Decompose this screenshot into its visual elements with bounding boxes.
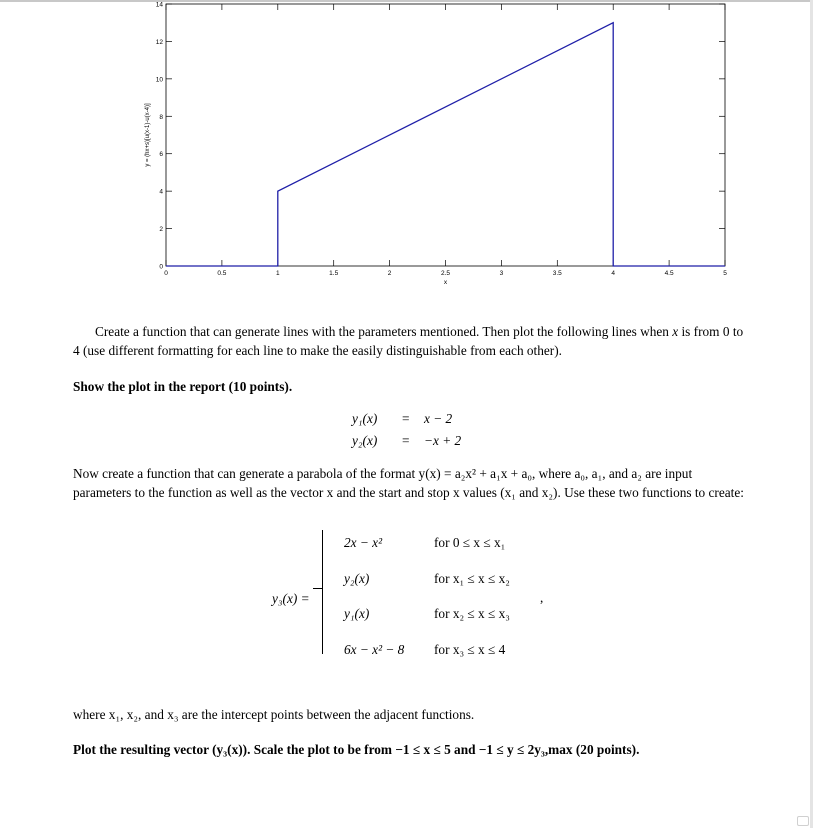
y-tick-label: 10: [155, 76, 163, 84]
x-tick-label: 0: [164, 270, 168, 277]
x-tick-label: 5: [723, 270, 727, 277]
case2-cond: for x₁ ≤ x ≤ x₂: [434, 571, 510, 586]
x-tick-label: 3: [499, 270, 504, 277]
matlab-figure: [135, 0, 735, 300]
eq-y1-sign: =: [402, 411, 410, 426]
paragraph-instructions: [73, 322, 753, 360]
case3-expr: y₁(x): [344, 606, 370, 621]
plot-instruction: Plot the resulting vector (y₃(x)). Scale the plot to be from −1 ≤ x ≤ 5 and −1 ≤ y ≤ 2y₃,max (20 points).: [73, 742, 640, 757]
paragraph-parabola: Now create a function that can generate a parabola of the format y(x) = a₂x² + a₁x + a₀, where a₀, a₁, and a₂ are input parameters to the function as well as the vector x and the start and stop x values (x₁ and x₂). Use these two functions to create:: [73, 466, 744, 500]
x-tick-label: 2: [387, 270, 392, 277]
y-tick-label: 6: [159, 151, 163, 159]
x-tick-label: 0.5: [217, 270, 227, 277]
case4-expr: 6x − x² − 8: [344, 642, 405, 657]
case1-cond: for 0 ≤ x ≤ x₁: [434, 535, 506, 550]
eq-y2-sign: =: [402, 433, 410, 448]
y-axis-label: y = (hx+s)[u(x-1)-u(x-4)]: [145, 103, 151, 167]
y3-lhs: y₃(x) =: [272, 591, 310, 606]
case3-cond: for x₂ ≤ x ≤ x₃: [434, 606, 510, 621]
y-tick-label: 8: [159, 113, 163, 121]
x-tick-label: 4.5: [664, 270, 674, 277]
case4-cond: for x₃ ≤ x ≤ 4: [434, 642, 506, 657]
paragraph-1-var: x: [672, 324, 679, 339]
x-tick-label: 3.5: [552, 270, 562, 277]
eq-y1-rhs: x − 2: [424, 411, 453, 426]
x-axis-label: x: [443, 279, 448, 286]
y-tick-label: 12: [155, 38, 163, 46]
paragraph-intercepts: where x₁, x₂, and x₃ are the intercept points between the adjacent functions.: [73, 707, 475, 722]
y-tick-label: 2: [159, 226, 163, 234]
scroll-corner-icon: [797, 816, 809, 826]
y-tick-label: 4: [159, 188, 163, 196]
eq-y1-lhs: y₁(x): [352, 411, 378, 426]
plot-frame: [166, 4, 725, 266]
plot-area: [145, 2, 727, 287]
y-tick-label: 0: [159, 263, 163, 271]
paragraph-1-text: Create a function that can generate lines with the parameters mentioned. Then plot the following lines when: [95, 324, 669, 339]
y-tick-label: 14: [155, 1, 163, 9]
paragraph-1-end: is from 0 to 4 (use different formatting for each line to make the easily distinguishable from each other).: [73, 324, 744, 358]
x-tick-label: 2.5: [440, 270, 451, 277]
x-tick-label: 4: [611, 270, 616, 277]
eq-y2-rhs: −x + 2: [424, 433, 462, 448]
eq-y2-lhs: y₂(x): [352, 433, 378, 448]
x-tick-label: 1: [275, 270, 280, 277]
case1-expr: 2x − x²: [344, 535, 383, 550]
case2-expr: y₂(x): [344, 571, 370, 586]
show-plot-instruction: Show the plot in the report (10 points).: [73, 379, 293, 394]
x-tick-label: 1.5: [329, 270, 339, 277]
piecewise-comma: ,: [540, 590, 544, 605]
piecewise-brace: [322, 530, 333, 654]
